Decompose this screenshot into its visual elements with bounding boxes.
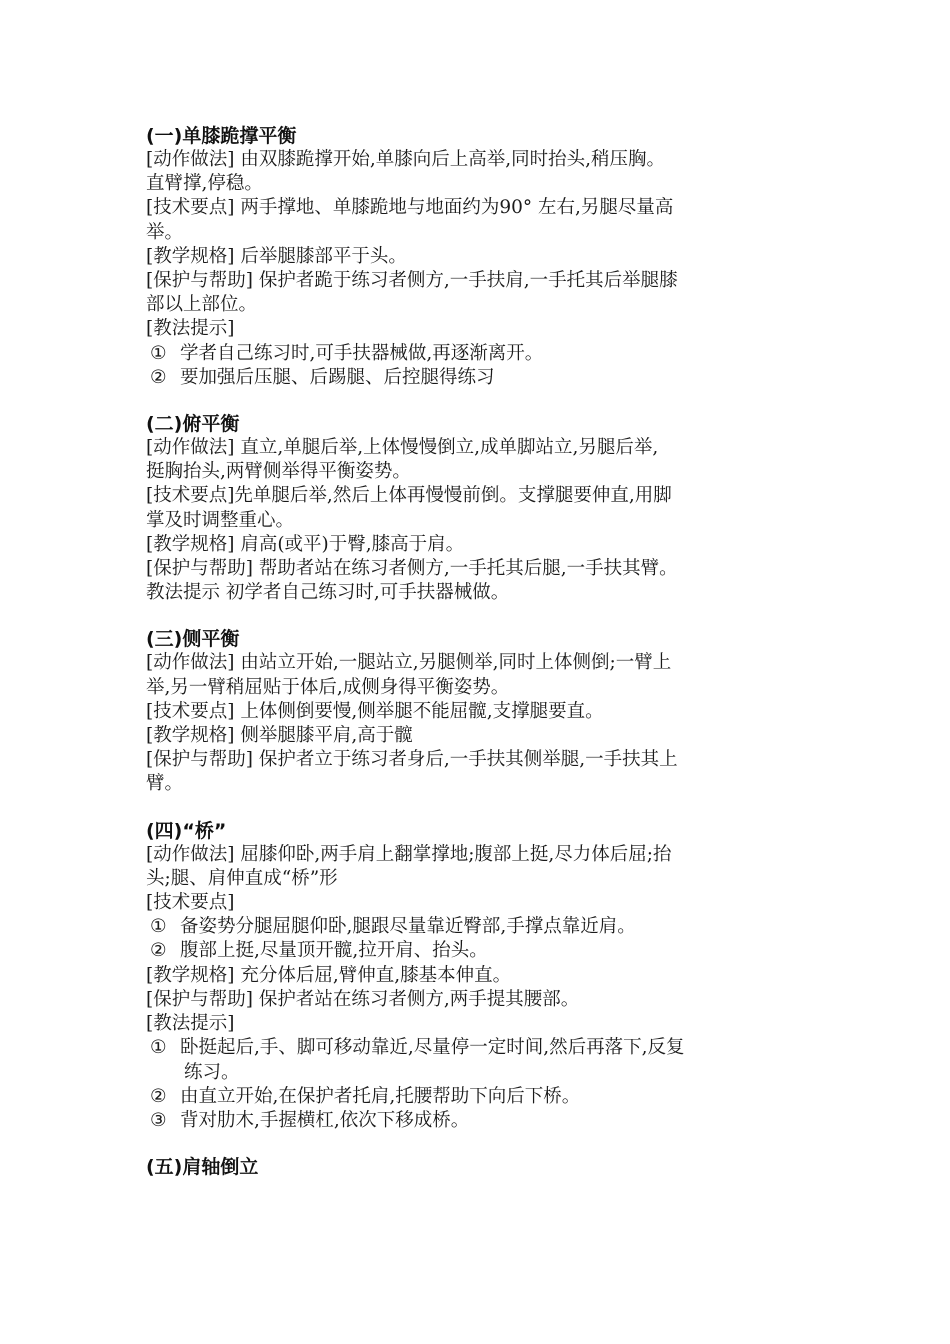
text-line: 挺胸抬头,两臂侧举得平衡姿势。: [146, 461, 411, 483]
numbered-item: [146, 1036, 816, 1084]
section-heading: (一)单膝跪撑平衡: [146, 125, 297, 147]
text-line: 臂。: [146, 773, 184, 795]
document-body: [146, 124, 816, 1179]
numbered-item: [146, 939, 816, 963]
item-text: 学者自己练习时,可手扶器械做,再逐渐离开。: [180, 342, 544, 364]
numbered-item: [146, 1085, 816, 1109]
section-heading: (四)“桥”: [146, 819, 227, 842]
section-heading: (三)侧平衡: [146, 628, 240, 651]
text-line: [教法提示]: [146, 1013, 235, 1035]
section: [146, 819, 816, 1133]
section: [146, 1155, 816, 1179]
numbered-item: [146, 1109, 816, 1133]
item-text: 要加强后压腿、后踢腿、后控腿得练习: [180, 366, 495, 388]
text-line: [技术要点] 两手撑地、单膝跪地与地面约为90° 左右,另腿尽量高: [146, 197, 674, 219]
text-line: 举,另一臂稍屈贴于体后,成侧身得平衡姿势。: [146, 676, 510, 698]
item-number: ①: [150, 1037, 167, 1059]
text-line: [动作做法] 由双膝跪撑开始,单膝向后上高举,同时抬头,稍压胸。: [146, 149, 665, 170]
text-line: 部以上部位。: [146, 294, 258, 316]
numbered-item: [146, 366, 816, 390]
text-line: 头;腿、肩伸直成“桥”形: [146, 867, 338, 889]
text-line: [保护与帮助] 保护者站在练习者侧方,两手提其腰部。: [146, 988, 580, 1010]
text-line: [动作做法] 由站立开始,一腿站立,另腿侧举,同时上体侧倒;一臂上: [146, 652, 672, 674]
text-line: 举。: [146, 221, 184, 243]
numbered-item: [146, 342, 816, 366]
text-line: [保护与帮助] 帮助者站在练习者侧方,一手托其后腿,一手扶其臂。: [146, 558, 678, 580]
text-line: [教学规格] 后举腿膝部平于头。: [146, 245, 407, 267]
item-continuation: 练习。: [184, 1061, 240, 1083]
item-text: 背对肋木,手握横杠,依次下移成桥。: [180, 1109, 470, 1131]
text-line: 教法提示 初学者自己练习时,可手扶器械做。: [146, 582, 510, 604]
text-line: [教学规格] 侧举腿膝平肩,高于髋: [146, 725, 413, 747]
item-number: ①: [150, 342, 167, 364]
section-heading: (五)肩轴倒立: [146, 1156, 259, 1179]
item-text: 卧挺起后,手、脚可移动靠近,尽量停一定时间,然后再落下,反复: [180, 1037, 685, 1059]
text-line: [教法提示]: [146, 318, 235, 340]
text-line: [动作做法] 屈膝仰卧,两手肩上翻掌撑地;腹部上挺,尽力体后屈;抬: [146, 843, 672, 865]
item-number: ①: [150, 916, 167, 938]
text-line: [保护与帮助] 保护者跪于练习者侧方,一手扶肩,一手托其后举腿膝: [146, 270, 678, 292]
text-line: 直臂撑,停稳。: [146, 173, 263, 195]
item-text: 腹部上挺,尽量顶开髋,拉开肩、抬头。: [180, 940, 488, 962]
item-number: ②: [150, 1085, 167, 1107]
item-text: 备姿势分腿屈腿仰卧,腿跟尽量靠近臀部,手撑点靠近肩。: [180, 916, 636, 938]
text-line: [动作做法] 直立,单腿后举,上体慢慢倒立,成单脚站立,另腿后举,: [146, 437, 659, 459]
section: [146, 627, 816, 796]
item-number: ②: [150, 366, 167, 388]
item-number: ②: [150, 940, 167, 962]
text-line: [技术要点] 上体侧倒要慢,侧举腿不能屈髋,支撑腿要直。: [146, 700, 604, 722]
item-number: ③: [150, 1109, 167, 1131]
section-heading: (二)俯平衡: [146, 413, 240, 436]
text-line: [技术要点]先单腿后举,然后上体再慢慢前倒。支撑腿要伸直,用脚: [146, 485, 672, 507]
numbered-item: [146, 915, 816, 939]
text-line: 掌及时调整重心。: [146, 509, 295, 531]
section: [146, 124, 816, 390]
item-text: 由直立开始,在保护者托肩,托腰帮助下向后下桥。: [180, 1085, 581, 1107]
text-line: [教学规格] 肩高(或平)于臀,膝高于肩。: [146, 533, 465, 555]
text-line: [保护与帮助] 保护者立于练习者身后,一手扶其侧举腿,一手扶其上: [146, 749, 678, 771]
section: [146, 412, 816, 605]
text-line: [技术要点]: [146, 892, 235, 914]
text-line: [教学规格] 充分体后屈,臂伸直,膝基本伸直。: [146, 964, 512, 986]
